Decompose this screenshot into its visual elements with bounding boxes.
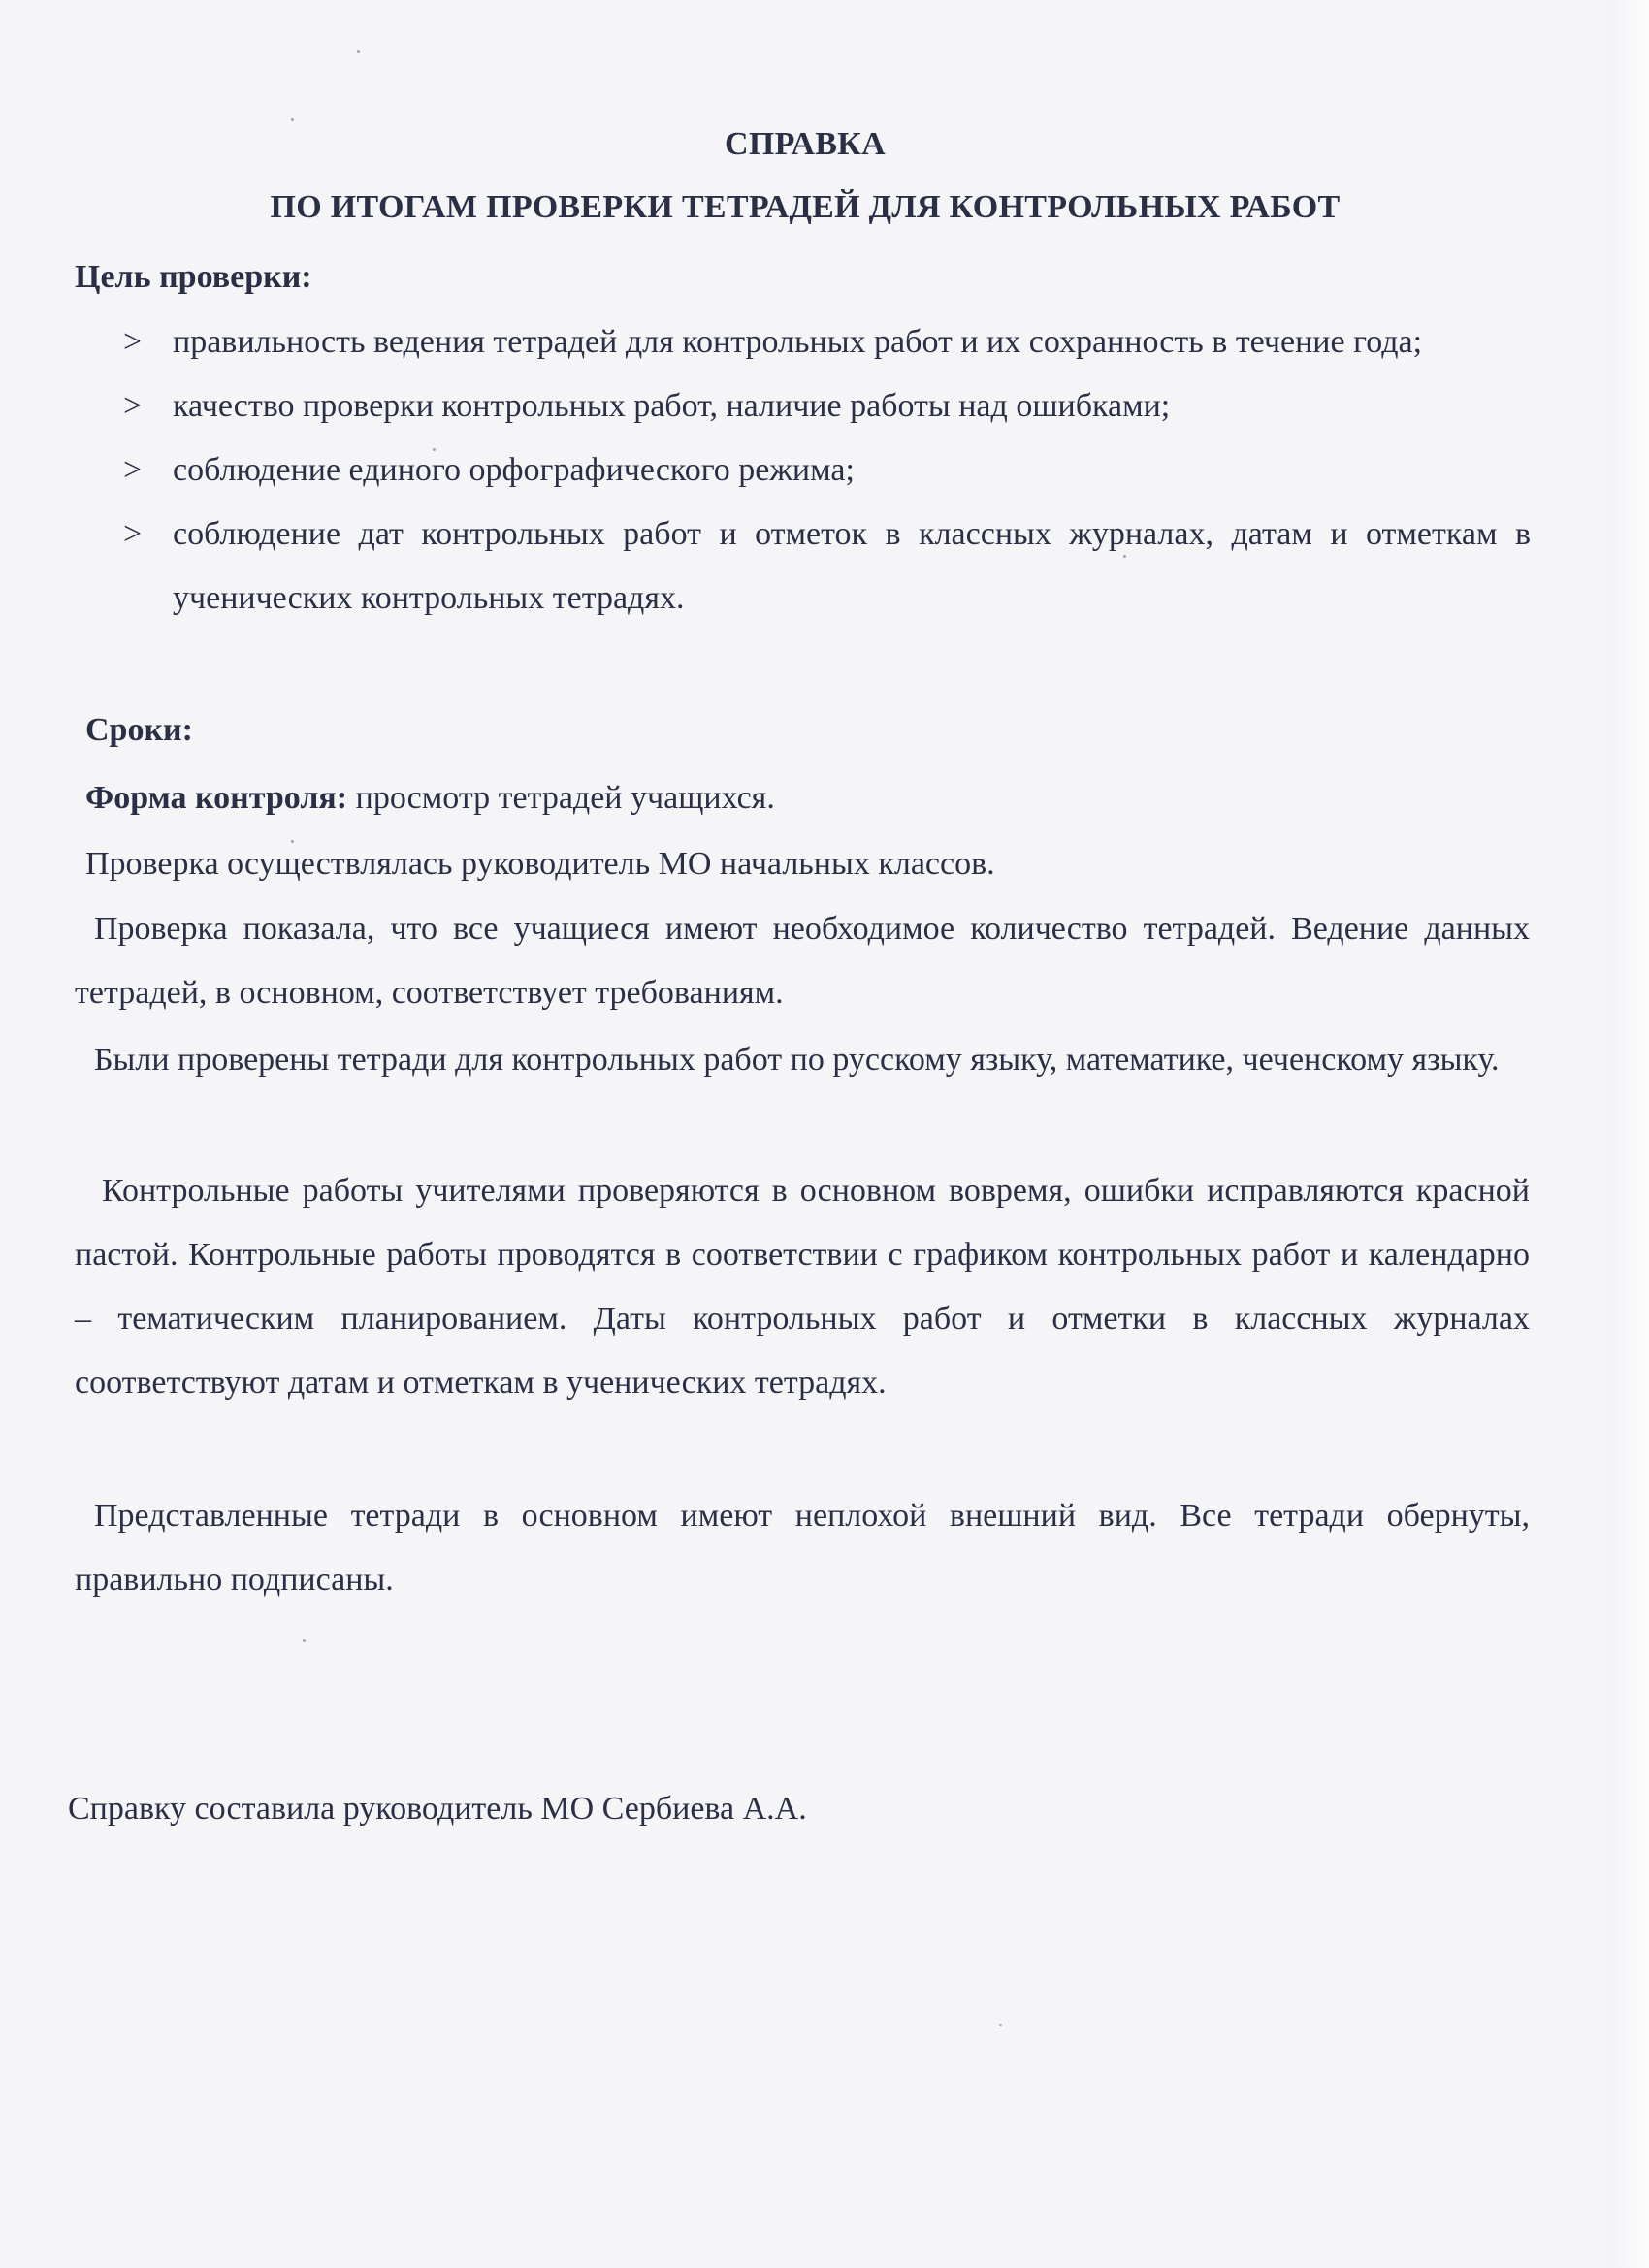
- scan-speck: [357, 50, 360, 53]
- goal-heading: Цель проверки:: [75, 259, 312, 295]
- signature-line: Справку составила руководитель МО Сербиева А.А.: [68, 1791, 807, 1827]
- bullet-arrow-icon: >: [123, 324, 143, 360]
- goal-item: [0, 502, 1649, 631]
- goal-text: соблюдение дат контрольных работ и отметок в классных журналах, датам и отметкам в ученических контрольных тетрадях.: [173, 516, 1531, 616]
- control-form-label: Форма контроля:: [85, 780, 348, 816]
- scan-speck: [1123, 555, 1126, 558]
- scan-speck: [999, 2024, 1002, 2026]
- scan-speck: [291, 118, 294, 121]
- bullet-arrow-icon: >: [123, 452, 143, 488]
- document-title: СПРАВКА: [725, 126, 886, 162]
- document-subtitle: ПО ИТОГАМ ПРОВЕРКИ ТЕТРАДЕЙ ДЛЯ КОНТРОЛЬНЫХ РАБОТ: [270, 189, 1341, 225]
- bullet-arrow-icon: >: [123, 516, 143, 552]
- paragraph-subjects: Были проверены тетради для контрольных работ по русскому языку, математике, чеченскому языку.: [94, 1042, 1500, 1078]
- goal-list: [0, 310, 1649, 631]
- scan-speck: [303, 1639, 306, 1642]
- goal-item: [0, 374, 1649, 438]
- control-form-value: просмотр тетрадей учащихся.: [347, 780, 775, 816]
- paragraph-results: Проверка показала, что все учащиеся имеют необходимое количество тетрадей. Ведение данных тетрадей, в основном, соответствует требованиям.: [75, 911, 1530, 1011]
- scan-speck: [433, 448, 436, 451]
- goal-item: [0, 438, 1649, 502]
- goal-item: [0, 310, 1649, 374]
- control-form-line: [85, 766, 775, 830]
- goal-text: правильность ведения тетрадей для контрольных работ и их сохранность в течение года;: [173, 324, 1423, 360]
- scan-speck: [291, 840, 294, 843]
- goal-text: качество проверки контрольных работ, наличие работы над ошибками;: [173, 388, 1171, 424]
- paragraph-checking: Контрольные работы учителями проверяются в основном вовремя, ошибки исправляются красной пастой. Контрольные работы проводятся в соответствии с графиком контрольных работ и календарно – тематическим планированием. Даты контрольных работ и отметки в классных журналах соответствуют датам и отметкам в ученических тетрадях.: [75, 1173, 1530, 1401]
- goal-text: соблюдение единого орфографического режима;: [173, 452, 855, 488]
- paragraph-appearance: Представленные тетради в основном имеют неплохой внешний вид. Все тетради обернуты, правильно подписаны.: [75, 1498, 1530, 1598]
- paragraph-inspector: Проверка осуществлялась руководитель МО начальных классов.: [85, 846, 995, 882]
- bullet-arrow-icon: >: [123, 388, 143, 424]
- terms-label: Сроки:: [85, 712, 193, 748]
